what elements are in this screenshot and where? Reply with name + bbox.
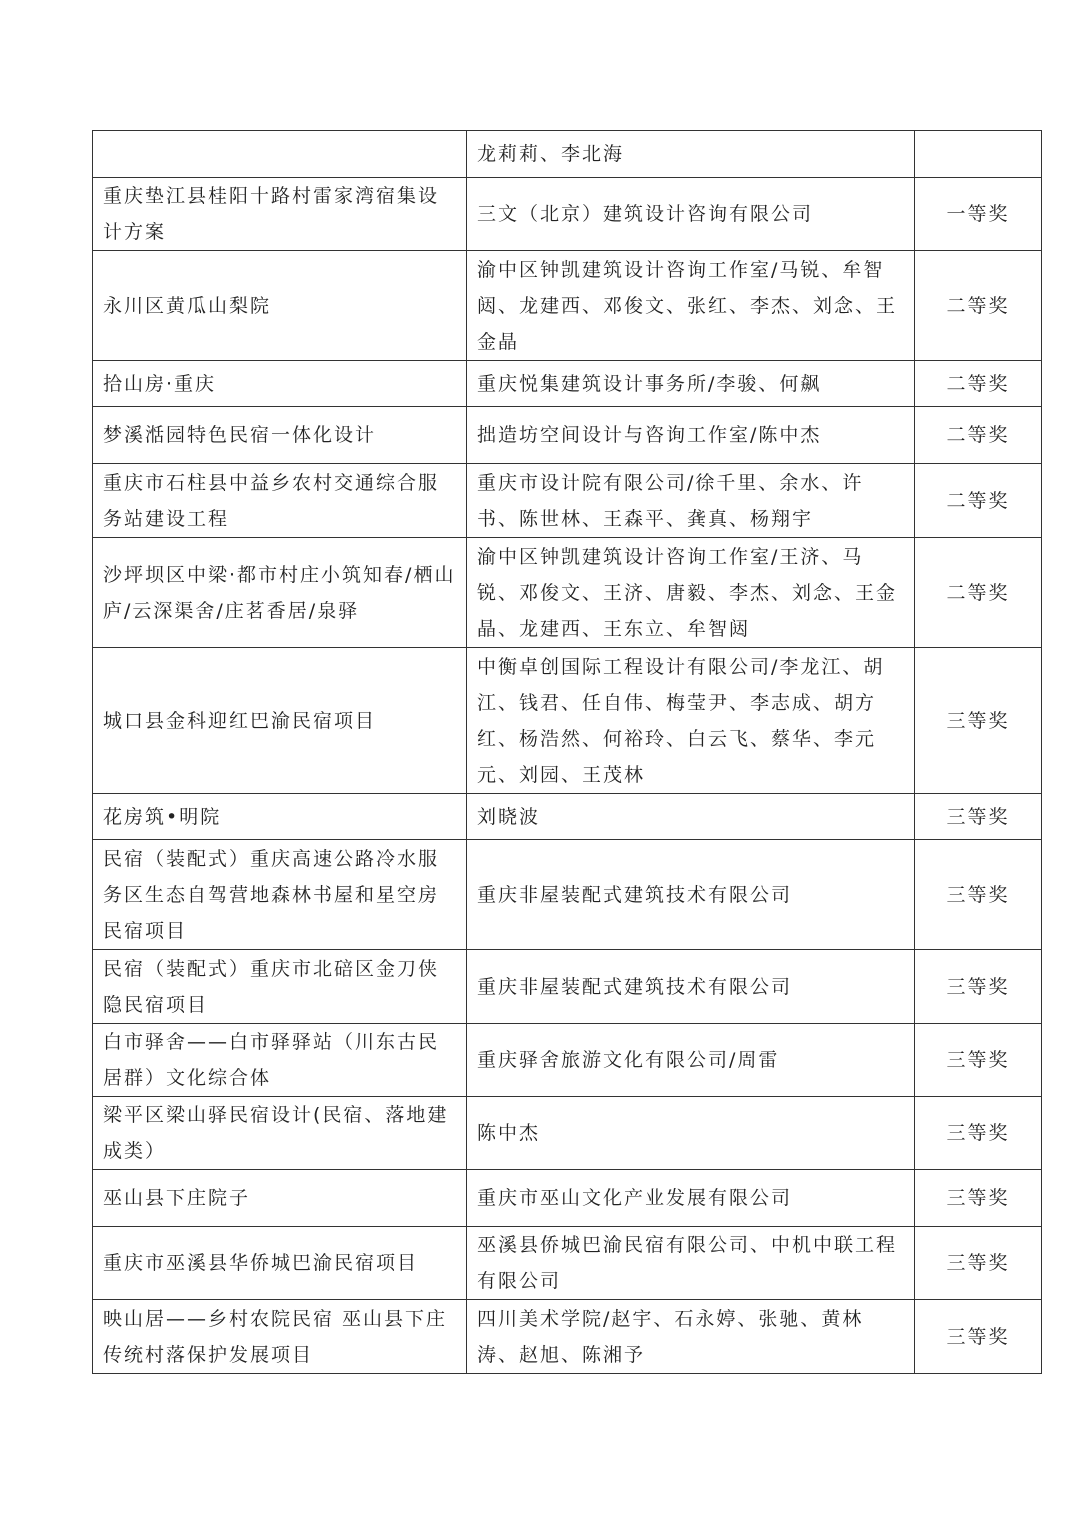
project-cell: 重庆市石柱县中益乡农村交通综合服务站建设工程 — [93, 464, 467, 538]
project-cell: 城口县金科迎红巴渝民宿项目 — [93, 648, 467, 794]
unit-cell: 重庆市巫山文化产业发展有限公司 — [467, 1170, 915, 1227]
project-cell: 民宿（装配式）重庆市北碚区金刀侠隐民宿项目 — [93, 950, 467, 1024]
table-row — [93, 648, 1042, 794]
unit-cell: 重庆非屋装配式建筑技术有限公司 — [467, 950, 915, 1024]
unit-cell: 渝中区钟凯建筑设计咨询工作室/马锐、牟智闼、龙建西、邓俊文、张红、李杰、刘念、王金晶 — [467, 251, 915, 361]
unit-cell: 重庆非屋装配式建筑技术有限公司 — [467, 840, 915, 950]
table-row — [93, 950, 1042, 1024]
award-cell: 二等奖 — [915, 361, 1042, 407]
table-row — [93, 840, 1042, 950]
award-cell: 三等奖 — [915, 648, 1042, 794]
project-cell: 拾山房·重庆 — [93, 361, 467, 407]
unit-cell: 龙莉莉、李北海 — [467, 131, 915, 178]
unit-cell: 重庆驿舍旅游文化有限公司/周雷 — [467, 1024, 915, 1097]
table-row — [93, 1227, 1042, 1300]
award-cell: 三等奖 — [915, 1227, 1042, 1300]
unit-cell: 陈中杰 — [467, 1097, 915, 1170]
project-cell: 民宿（装配式）重庆高速公路冷水服务区生态自驾营地森林书屋和星空房民宿项目 — [93, 840, 467, 950]
project-cell: 沙坪坝区中梁·都市村庄小筑知春/栖山庐/云深渠舍/庄茗香居/泉驿 — [93, 538, 467, 648]
award-cell: 二等奖 — [915, 464, 1042, 538]
project-cell: 映山居——乡村农院民宿 巫山县下庄传统村落保护发展项目 — [93, 1300, 467, 1374]
table-row — [93, 407, 1042, 464]
award-cell: 三等奖 — [915, 840, 1042, 950]
table-row — [93, 1024, 1042, 1097]
unit-cell: 四川美术学院/赵宇、石永婷、张驰、黄林涛、赵旭、陈湘予 — [467, 1300, 915, 1374]
award-cell: 三等奖 — [915, 794, 1042, 840]
award-cell: 三等奖 — [915, 1024, 1042, 1097]
unit-cell: 中衡卓创国际工程设计有限公司/李龙江、胡江、钱君、任自伟、梅莹尹、李志成、胡方红、杨浩然、何裕玲、白云飞、蔡华、李元元、刘园、王茂林 — [467, 648, 915, 794]
unit-cell: 渝中区钟凯建筑设计咨询工作室/王济、马锐、邓俊文、王济、唐毅、李杰、刘念、王金晶、龙建西、王东立、牟智闼 — [467, 538, 915, 648]
project-cell: 白市驿舍——白市驿驿站（川东古民居群）文化综合体 — [93, 1024, 467, 1097]
unit-cell: 重庆悦集建筑设计事务所/李骏、何飙 — [467, 361, 915, 407]
unit-cell: 重庆市设计院有限公司/徐千里、余水、许书、陈世林、王森平、龚真、杨翔宇 — [467, 464, 915, 538]
table-row — [93, 794, 1042, 840]
award-table — [92, 130, 1042, 1374]
project-cell — [93, 131, 467, 178]
project-cell: 重庆市巫溪县华侨城巴渝民宿项目 — [93, 1227, 467, 1300]
project-cell: 重庆垫江县桂阳十路村雷家湾宿集设计方案 — [93, 178, 467, 251]
table-row — [93, 178, 1042, 251]
table-row — [93, 131, 1042, 178]
table-row — [93, 464, 1042, 538]
award-cell: 二等奖 — [915, 538, 1042, 648]
award-cell: 三等奖 — [915, 1300, 1042, 1374]
project-cell: 梦溪湉园特色民宿一体化设计 — [93, 407, 467, 464]
award-cell — [915, 131, 1042, 178]
award-cell: 二等奖 — [915, 407, 1042, 464]
unit-cell: 三文（北京）建筑设计咨询有限公司 — [467, 178, 915, 251]
award-cell: 三等奖 — [915, 950, 1042, 1024]
award-cell: 三等奖 — [915, 1170, 1042, 1227]
table-row — [93, 1300, 1042, 1374]
table-row — [93, 1097, 1042, 1170]
award-cell: 二等奖 — [915, 251, 1042, 361]
unit-cell: 刘晓波 — [467, 794, 915, 840]
table-row — [93, 251, 1042, 361]
table-row — [93, 538, 1042, 648]
project-cell: 巫山县下庄院子 — [93, 1170, 467, 1227]
table-row — [93, 1170, 1042, 1227]
unit-cell: 巫溪县侨城巴渝民宿有限公司、中机中联工程有限公司 — [467, 1227, 915, 1300]
unit-cell: 拙造坊空间设计与咨询工作室/陈中杰 — [467, 407, 915, 464]
project-cell: 梁平区梁山驿民宿设计(民宿、落地建成类） — [93, 1097, 467, 1170]
project-cell: 永川区黄瓜山梨院 — [93, 251, 467, 361]
table-row — [93, 361, 1042, 407]
award-cell: 一等奖 — [915, 178, 1042, 251]
award-cell: 三等奖 — [915, 1097, 1042, 1170]
project-cell: 花房筑•明院 — [93, 794, 467, 840]
